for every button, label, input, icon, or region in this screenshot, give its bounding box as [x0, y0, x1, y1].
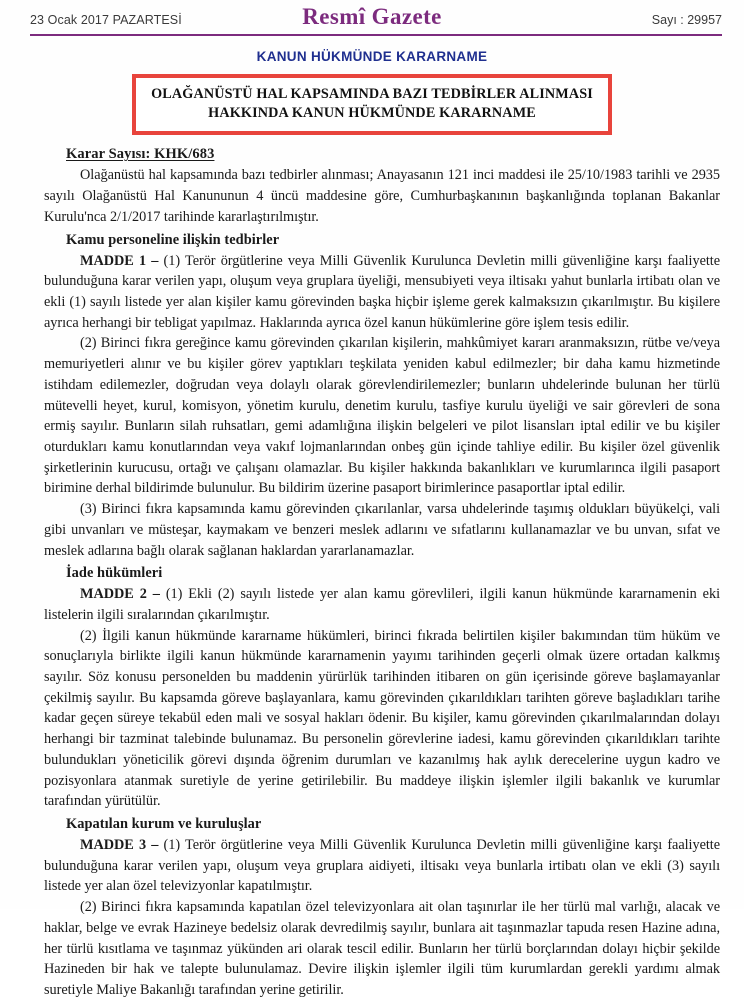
- decree-title-box: [132, 74, 612, 135]
- section-2-paragraph-1: MADDE 2 – (1) Ekli (2) sayılı listede yer alan kamu görevlileri, ilgili kanun hükmünde kararnamenin eki listelerin ilgili sıralarından çıkarılmıştır.: [44, 586, 720, 623]
- masthead: [0, 0, 744, 32]
- section-heading-3: Kapatılan kurum ve kuruluşlar: [66, 816, 262, 833]
- issue-number: Sayı : 29957: [651, 13, 722, 27]
- publication-date: 23 Ocak 2017 PAZARTESİ: [30, 13, 182, 27]
- article-label: MADDE 3 –: [80, 836, 159, 853]
- article-label: MADDE 1 –: [80, 252, 159, 269]
- decree-title-line-2: HAKKINDA KANUN HÜKMÜNDE KARARNAME: [208, 104, 536, 121]
- decision-number: Karar Sayısı: KHK/683: [66, 146, 215, 163]
- section-3-paragraph-1: MADDE 3 – (1) Terör örgütlerine veya Milli Güvenlik Kurulunca Devletin milli güvenliğine karşı faaliyette bulunduğuna karar verilen yapı, oluşum veya gruplara aidiyeti, iltisakı veya bunlarla irtibatı olan ve ekli (3) sayılı listede yer alan özel televizyonlar kapatılmıştır.: [44, 836, 721, 895]
- section-3-paragraph-2: (2) Birinci fıkra kapsamında kapatılan özel televizyonlara ait olan taşınırlar ile her türlü mal varlığı, alacak ve haklar, belge ve evrak Hazineye bedelsiz olarak devredilmiş sayılır, bunlara ait taşınmazlar tapuda resen Hazine adına, her türlü kısıtlama ve taşınmaz yükünden ari olarak tescil edilir. Bunların her türlü borçlarından dolayı hiçbir şekilde Hazineden bir hak ve talepte bulunulamaz. Devire ilişkin işlemler ilgili tüm kurumlardan gerekli yardımı almak suretiyle Maliye Bakanlığı tarafından yerine getirilir.: [44, 899, 720, 998]
- document-kind-heading: KANUN HÜKMÜNDE KARARNAME: [256, 49, 488, 64]
- section-heading-1: Kamu personeline ilişkin tedbirler: [66, 231, 280, 248]
- masthead-divider: [30, 34, 722, 36]
- section-1-paragraph-1: MADDE 1 – (1) Terör örgütlerine veya Milli Güvenlik Kurulunca Devletin milli güvenliğine karşı faaliyette bulunduğuna karar verilen yapı, oluşum veya gruplara üyeliği, mensubiyeti veya iltisakı yahut bunlarla irtibatı olan ve ekli (1) sayılı listede yer alan kişiler kamu görevinden başka hiçbir işleme gerek kalmaksızın çıkarılmıştır. Bu kişilere ayrıca herhangi bir tebligat yapılmaz. Haklarında ayrıca özel kanun hükümlerine göre işlem tesis edilir.: [44, 252, 721, 331]
- section-1-paragraph-2: (2) Birinci fıkra gereğince kamu görevinden çıkarılan kişilerin, mahkûmiyet kararı aranmaksızın, rütbe ve/veya memuriyetleri alınır ve bu kişiler görev yaptıkları teşkilata yeniden kabul edilmezler; bir daha kamu hizmetinde istihdam edilemezler, doğrudan veya dolaylı olarak görevlendirilemezler; bunların uhdelerinde bulunan her türlü mütevelli heyet, kurul, komisyon, yönetim kurulu, denetim kurulu, tasfiye kurulu üyeliği ve sair görevleri de sona ermiş sayılır. Bunların silah ruhsatları, gemi adamlığına ilişkin belgeleri ve pilot lisansları iptal edilir ve bu kişiler oturdukları kamu konutlarından veya vakıf lojmanlarından onbeş gün içinde tahliye edilir. Bu kişiler özel güvenlik şirketlerinin kurucusu, ortağı ve çalışanı olamazlar. Bu kişiler hakkında bakanlıkları ve kurumlarınca ilgili pasaport birimine derhal bildirimde bulunulur. Bu bildirim üzerine pasaport birimlerince pasaportlar iptal edilir.: [44, 335, 720, 497]
- preamble-paragraph: Olağanüstü hal kapsamında bazı tedbirler alınması; Anayasanın 121 inci maddesi ile 25/10/1983 tarihli ve 2935 sayılı Olağanüstü Hal Kanununun 4 üncü maddesine göre, Cumhurbaşkanının başkanlığında toplanan Bakanlar Kurulu'nca 2/1/2017 tarihinde kararlaştırılmıştır.: [44, 167, 720, 225]
- section-1-paragraph-3: (3) Birinci fıkra kapsamında kamu görevinden çıkarılanlar, varsa uhdelerinde taşımış oldukları büyükelçi, vali gibi unvanları ve müsteşar, kaymakam ve benzeri meslek adlarını ve sıfatlarını kullanamazlar ve bu unvan, sıfat ve meslek adlarına bağlı olarak sağlanan haklardan yararlanamazlar.: [44, 501, 720, 559]
- article-label: MADDE 2 –: [80, 586, 160, 603]
- document-body: [0, 146, 744, 1000]
- decree-title-line-1: OLAĞANÜSTÜ HAL KAPSAMINDA BAZI TEDBİRLER ALINMASI: [151, 86, 593, 102]
- section-2-paragraph-2: (2) İlgili kanun hükmünde kararname hükümleri, birinci fıkrada belirtilen kişiler bakımından tüm hüküm ve sonuçlarıyla birlikte ilgili kanun hükmünde kararnamenin yayımı tarihinden geçerli olmak üzere ortadan kalkmış sayılır. Söz konusu personelden bu maddenin yürürlük tarihinden itibaren on gün içerisinde göreve başlamayanlar çekilmiş sayılır. Bu kapsamda göreve başlayanlara, kamu görevinden çıkarıldıkları tarihten göreve başladıkları tarihe kadar geçen süreye tekabül eden mali ve sosyal hakları ödenir. Bu kişiler, kamu görevinden çıkarılmalarından dolayı herhangi bir tazminat talebinde bulunamaz. Bu personelin görevlerine iadesi, kamu görevinden çıkarıldıkları tarihte bulundukları yöneticilik görevi dışında öğrenim durumları ve kazanılmış hak aylık derecelerine uygun kadro ve pozisyonlara atanmak suretiyle de yerine getirilebilir. Bu maddeye ilişkin işlemler ilgili bakanlık ve kurumlar tarafından yürütülür.: [44, 627, 720, 810]
- section-heading-2: İade hükümleri: [66, 565, 163, 582]
- gazette-title: Resmî Gazete: [302, 4, 442, 29]
